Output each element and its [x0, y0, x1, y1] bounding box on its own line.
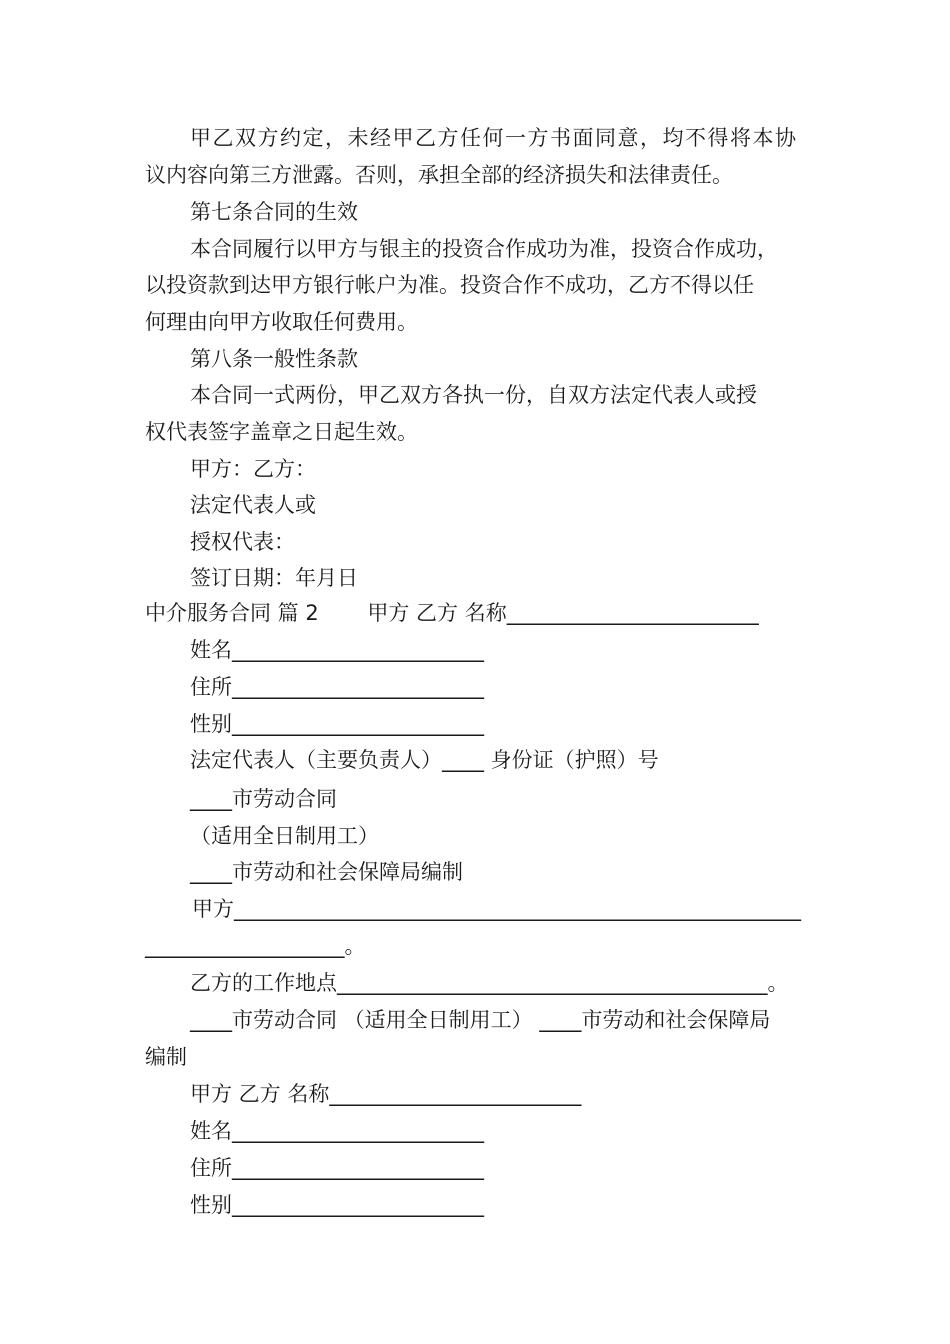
form-field-line: （适用全日制用工）: [190, 824, 379, 848]
contract-title-line: 中介服务合同 篇 2 甲方 乙方 名称________________________: [145, 601, 759, 625]
form-field-line: 住所________________________: [190, 675, 484, 699]
form-field-line: 姓名________________________: [190, 638, 484, 662]
paragraph-line: 本合同一式两份，甲乙双方各执一份，自双方法定代表人或授: [190, 383, 757, 407]
signature-line: 授权代表：: [190, 530, 295, 554]
paragraph-line: ____市劳动合同 （适用全日制用工） ____市劳动和社会保障局: [190, 1008, 771, 1032]
signature-date-line: 签订日期：年月日: [190, 566, 358, 590]
form-field-line: 住所________________________: [190, 1156, 484, 1180]
paragraph-line: 议内容向第三方泄露。否则，承担全部的经济损失和法律责任。: [145, 163, 733, 187]
paragraph-line: 编制: [145, 1045, 187, 1069]
form-field-line: 姓名________________________: [190, 1119, 484, 1143]
paragraph-line: 本合同履行以甲方与银主的投资合作成功为准，投资合作成功，: [190, 237, 778, 261]
form-field-line: 甲方______________________________________________________: [192, 897, 801, 921]
form-field-line: ____市劳动和社会保障局编制: [190, 860, 463, 884]
form-field-line: 甲方 乙方 名称________________________: [190, 1082, 582, 1106]
paragraph-line: 以投资款到达甲方银行帐户为准。投资合作不成功，乙方不得以任: [145, 273, 754, 297]
section-heading: 第八条一般性条款: [190, 347, 358, 371]
form-field-line: ____市劳动合同: [190, 787, 337, 811]
form-field-line: 性别________________________: [190, 1193, 484, 1217]
paragraph-line: 何理由向甲方收取任何费用。: [145, 310, 418, 334]
signature-line: 甲方：乙方：: [190, 457, 316, 481]
section-heading: 第七条合同的生效: [190, 200, 358, 224]
form-field-line: 法定代表人（主要负责人）____ 身份证（护照）号: [190, 748, 659, 772]
paragraph-line: 权代表签字盖章之日起生效。: [145, 420, 418, 444]
form-field-line: ___________________。: [145, 934, 366, 958]
form-field-line: 性别________________________: [190, 712, 484, 736]
signature-line: 法定代表人或: [190, 493, 316, 517]
form-field-line: 乙方的工作地点_________________________________________。: [190, 971, 789, 995]
paragraph-line: 甲乙双方约定，未经甲乙方任何一方书面同意，均不得将本协: [190, 126, 798, 150]
